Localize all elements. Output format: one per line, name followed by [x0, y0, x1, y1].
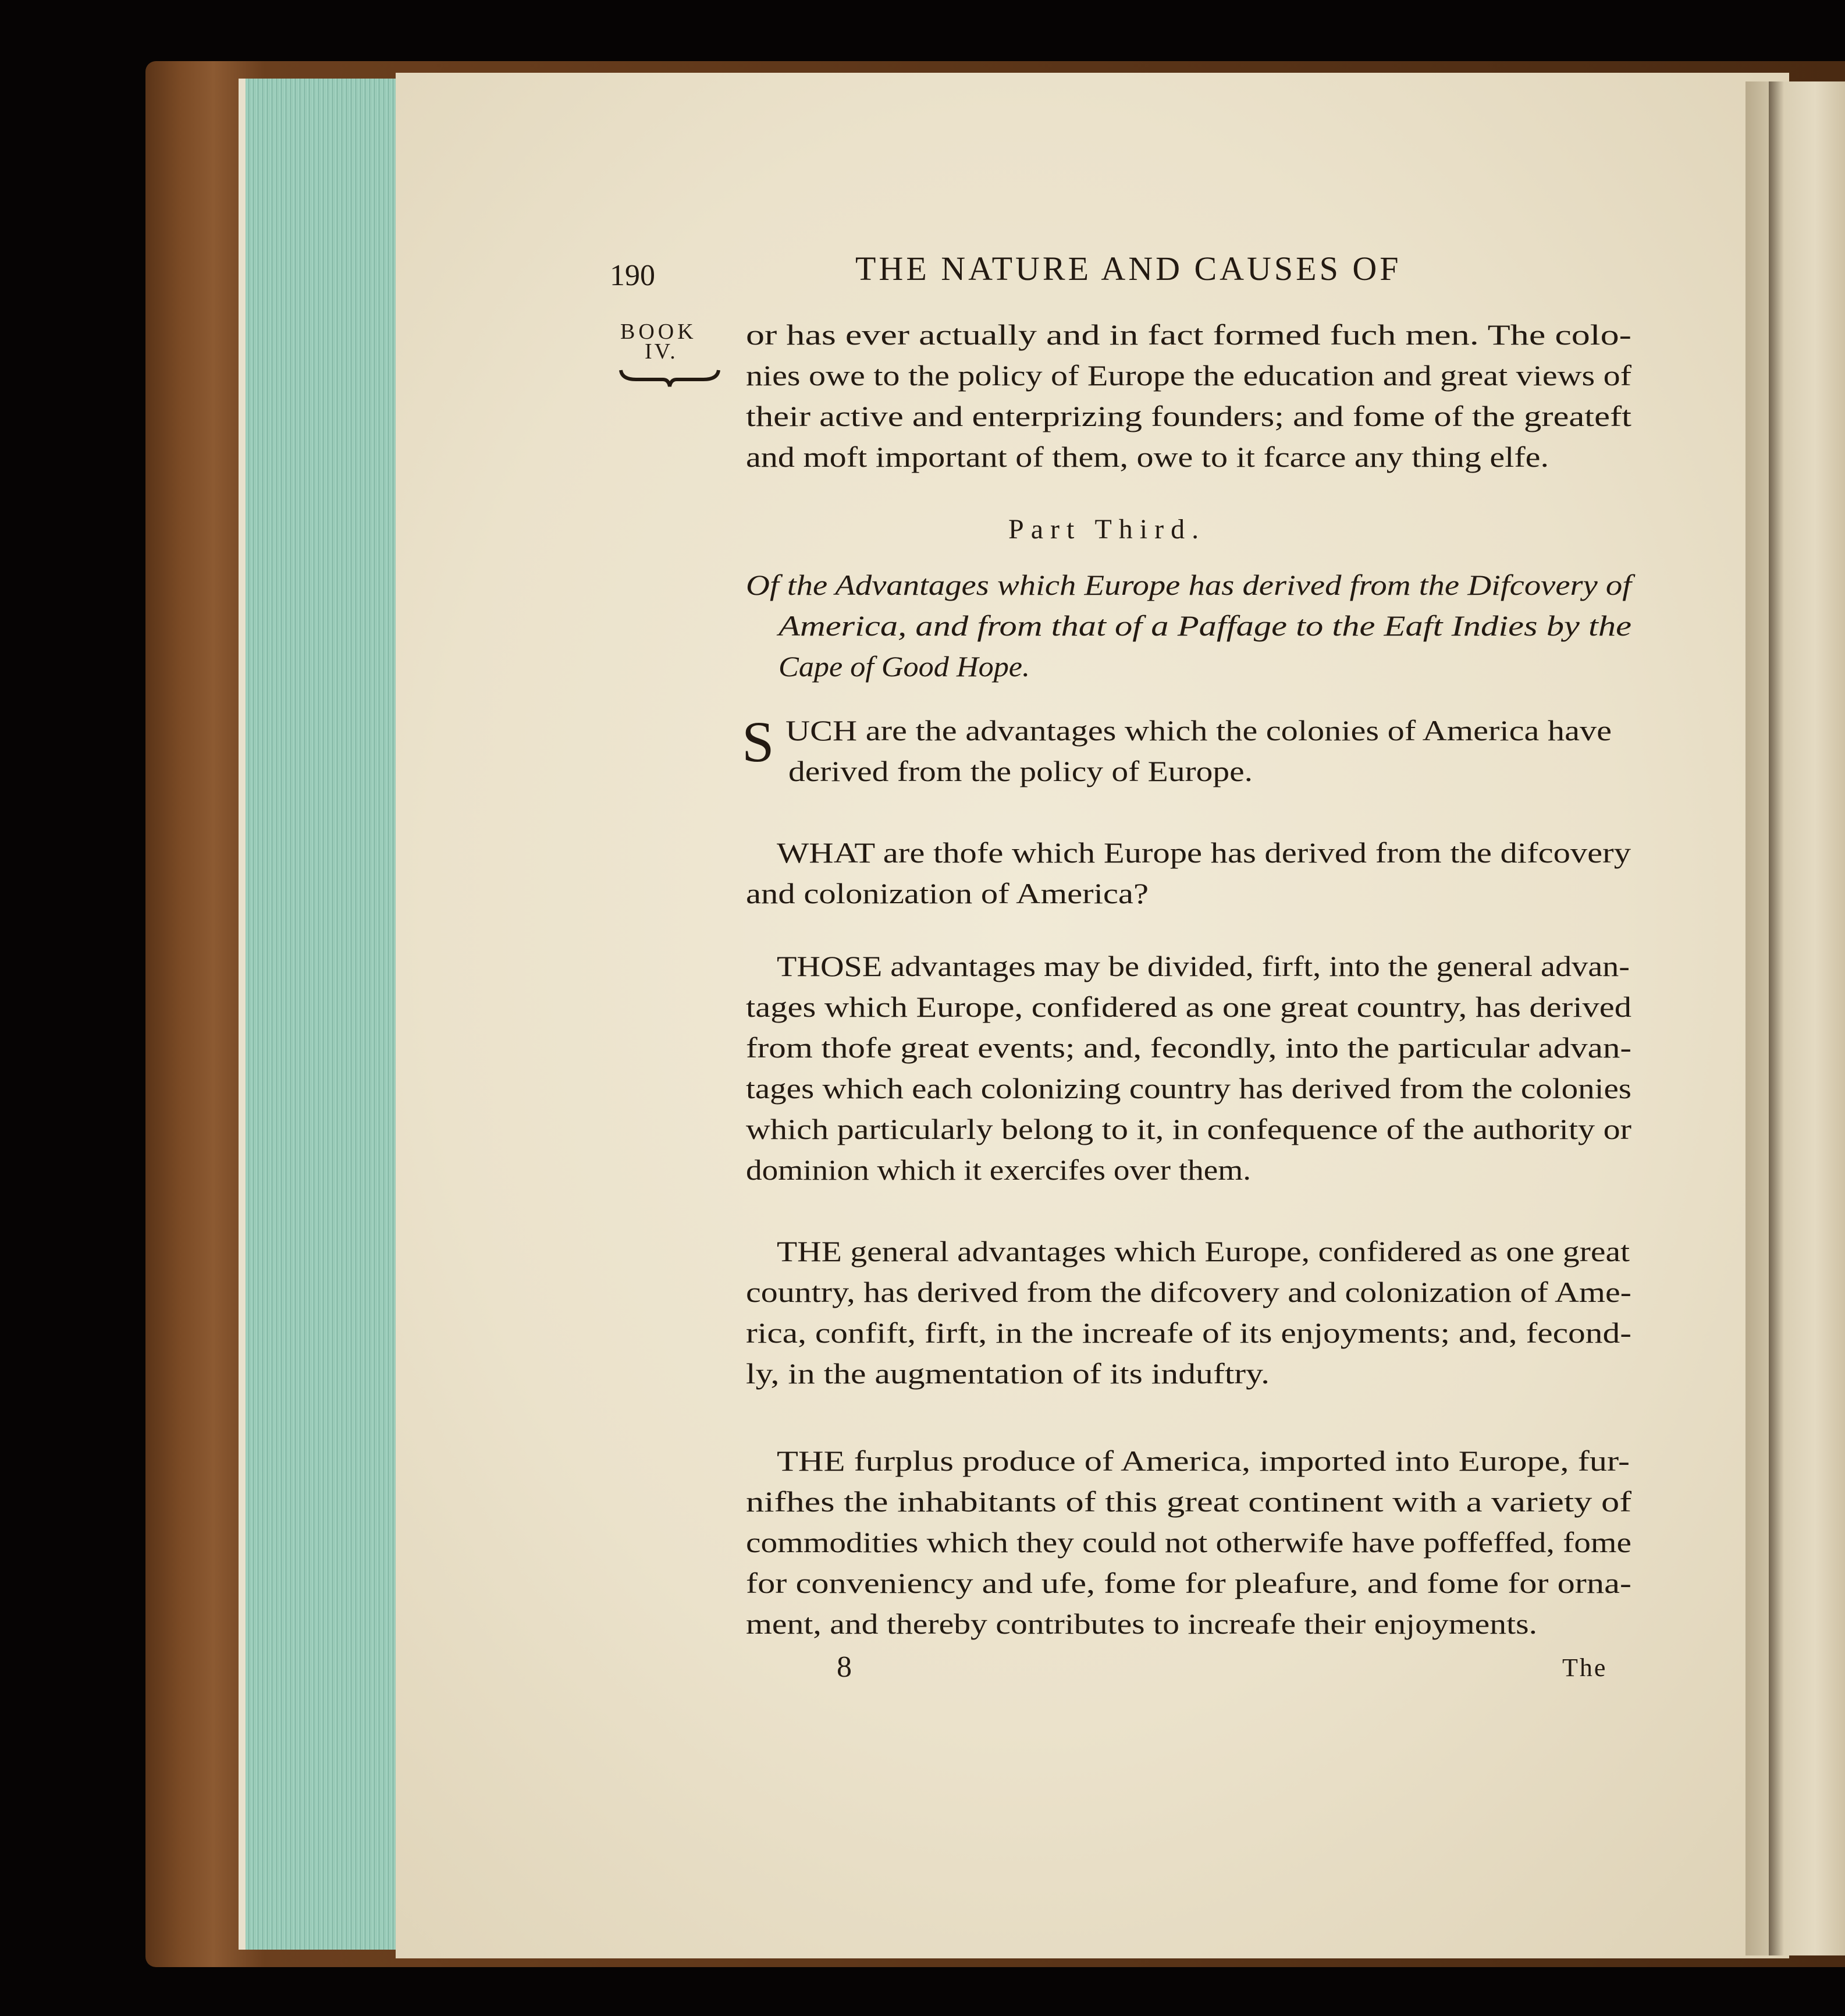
text-line: for conveniency and ufe, fome for pleafure, and fome for orna- [746, 1567, 1631, 1599]
page-number: 190 [610, 259, 655, 292]
catchword: The [1562, 1653, 1608, 1682]
text-line: nies owe to the policy of Europe the education and great views of [746, 359, 1631, 392]
text-line: commodities which they could not otherwife have poffeffed, fome [746, 1526, 1631, 1559]
facing-page-edge [1746, 81, 1845, 1955]
text-line: THOSE advantages may be divided, firft, into the general advan- [777, 950, 1630, 982]
text-line: their active and enterprizing founders; and fome of the greateft [746, 400, 1631, 432]
text-line: country, has derived from the difcovery and colonization of Ame- [746, 1276, 1631, 1308]
book-label: BOOK [620, 320, 697, 344]
drop-cap: S [742, 709, 774, 774]
text-line: WHAT are thofe which Europe has derived from the difcovery [777, 836, 1631, 869]
book-brace-ornament [618, 365, 721, 389]
text-line: America, and from that of a Paffage to the Eaft Indies by the [778, 609, 1631, 642]
signature-mark: 8 [837, 1651, 852, 1684]
text-line: ment, and thereby contributes to increafe their enjoyments. [746, 1607, 1537, 1640]
text-line: tages which Europe, confidered as one great country, has derived [746, 991, 1631, 1023]
page-fore-edge [239, 79, 408, 1950]
text-line: THE general advantages which Europe, confidered as one great [777, 1235, 1630, 1268]
text-line: or has ever actually and in fact formed fuch men. The colo- [746, 318, 1631, 351]
text-line: dominion which it exercifes over them. [746, 1153, 1251, 1186]
text-line: nifhes the inhabitants of this great continent with a variety of [746, 1485, 1631, 1518]
book-volume: IV. [645, 339, 678, 364]
text-line: Cape of Good Hope. [778, 650, 1030, 683]
text-line: THE furplus produce of America, imported into Europe, fur- [777, 1444, 1630, 1477]
text-line: UCH are the advantages which the colonies of America have [785, 714, 1612, 747]
part-heading: Part Third. [1008, 514, 1206, 545]
text-line: ly, in the augmentation of its induftry. [746, 1357, 1270, 1390]
text-line: and colonization of America? [746, 877, 1149, 910]
text-line: tages which each colonizing country has derived from the colonies [746, 1072, 1631, 1105]
text-line: and moft important of them, owe to it fcarce any thing elfe. [746, 441, 1549, 473]
text-line: from thofe great events; and, fecondly, into the particular advan- [746, 1031, 1631, 1064]
running-head: THE NATURE AND CAUSES OF [855, 250, 1402, 288]
text-line: derived from the policy of Europe. [788, 755, 1253, 787]
text-line: which particularly belong to it, in confequence of the authority or [746, 1113, 1631, 1145]
text-line: rica, confift, firft, in the increafe of its enjoyments; and, fecond- [746, 1316, 1631, 1349]
gutter-shadow [1769, 81, 1784, 1955]
text-line: Of the Advantages which Europe has derived from the Difcovery of [746, 569, 1631, 601]
